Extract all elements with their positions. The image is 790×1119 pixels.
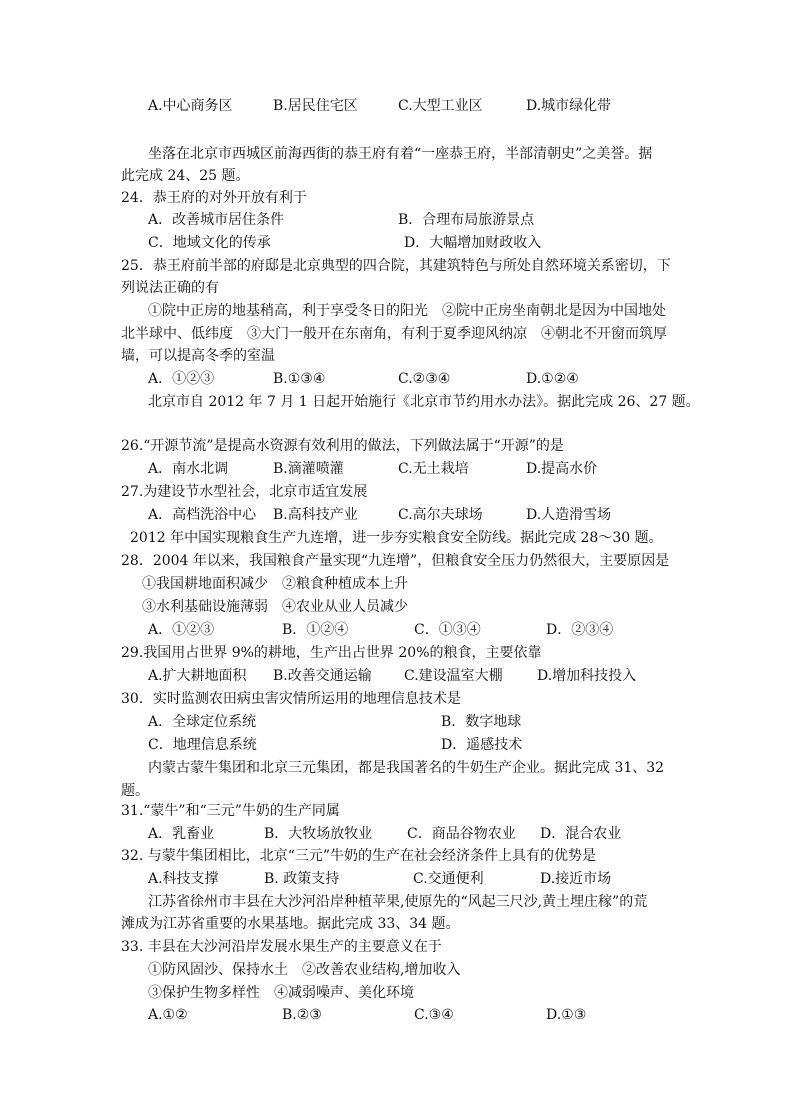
option-27-b: B.高科技产业 — [273, 507, 358, 523]
option-26-c: C.无土栽培 — [398, 461, 469, 477]
option-23-d: D.城市绿化带 — [526, 98, 612, 114]
question-24: 24．恭王府的对外开放有利于 — [121, 190, 307, 206]
passage-31-32-line2: 题。 — [121, 783, 149, 799]
option-24-d: D．大幅增加财政收入 — [404, 235, 542, 251]
option-27-a: A．高档洗浴中心 — [148, 507, 257, 523]
option-31-a: A．乳畜业 — [148, 826, 215, 842]
option-25-d: D.①②④ — [526, 371, 579, 387]
option-23-a: A.中心商务区 — [148, 98, 233, 114]
option-29-c: C.建设温室大棚 — [404, 668, 503, 684]
option-32-c: C.交通便利 — [413, 871, 484, 887]
question-33-statements-line2: ③保护生物多样性 ④减弱噪声、美化环境 — [148, 985, 414, 1001]
question-28-statements-line1: ①我国耕地面积减少 ②粮食种植成本上升 — [142, 576, 408, 592]
option-32-d: D.接近市场 — [540, 871, 612, 887]
option-25-c: C.②③④ — [398, 371, 451, 387]
option-24-c: C．地域文化的传承 — [148, 235, 271, 251]
option-31-b: B．大牧场放牧业 — [264, 826, 373, 842]
option-32-a: A.科技支撑 — [148, 871, 219, 887]
passage-33-34-line1: 江苏省徐州市丰县在大沙河沿岸种植苹果,使原先的“风起三尺沙,黄土埋庄稼”的荒 — [148, 894, 648, 910]
option-33-d: D.①③ — [546, 1007, 587, 1023]
passage-31-32-line1: 内蒙古蒙牛集团和北京三元集团，都是我国著名的牛奶生产企业。据此完成 31、32 — [148, 760, 665, 776]
passage-33-34-line2: 滩成为江苏省重要的水果基地。据此完成 33、34 题。 — [121, 916, 460, 932]
option-30-c: C．地理信息系统 — [148, 737, 257, 753]
option-32-b: B. 政策支持 — [264, 871, 340, 887]
question-33: 33. 丰县在大沙河沿岸发展水果生产的主要意义在于 — [121, 939, 442, 955]
option-28-b: B．①②④ — [282, 622, 349, 638]
option-28-d: D．②③④ — [546, 622, 614, 638]
question-30: 30．实时监测农田病虫害灾情所运用的地理信息技术是 — [121, 691, 461, 707]
option-24-a: A．改善城市居住条件 — [148, 212, 285, 228]
option-31-c: C．商品谷物农业 — [407, 826, 516, 842]
option-33-c: C.③④ — [414, 1007, 454, 1023]
option-28-a: A．①②③ — [148, 622, 215, 638]
option-29-b: B.改善交通运输 — [273, 668, 372, 684]
question-25-line1: 25．恭王府前半部的府邸是北京典型的四合院，其建筑特色与所处自然环境关系密切，下 — [121, 258, 671, 274]
option-23-c: C.大型工业区 — [398, 98, 483, 114]
option-33-b: B.②③ — [282, 1007, 322, 1023]
question-25-line2: 列说法正确的有 — [121, 280, 219, 296]
passage-28-30: 2012 年中国实现粮食生产九连增，进一步夯实粮食安全防线。据此完成 28～30 题。 — [130, 530, 663, 546]
option-25-a: A．①②③ — [148, 371, 215, 387]
passage-24-25-line1: 坐落在北京市西城区前海西街的恭王府有着“一座恭王府，半部清朝史”之美誉。据 — [148, 146, 653, 162]
question-25-statements-line3: 墙，可以提高冬季的室温 — [121, 348, 275, 364]
passage-26-27: 北京市自 2012 年 7 月 1 日起开始施行《北京市节约用水办法》。据此完成 26、27 题。 — [148, 394, 700, 410]
question-32: 32. 与蒙牛集团相比，北京“三元”牛奶的生产在社会经济条件上具有的优势是 — [121, 848, 597, 864]
question-25-statements-line1: ①院中正房的地基稍高，利于享受冬日的阳光 ②院中正房坐南朝北是因为中国地处 — [148, 303, 666, 319]
option-33-a: A.①② — [148, 1007, 188, 1023]
option-30-d: D．遥感技术 — [441, 737, 523, 753]
option-30-b: B．数字地球 — [441, 714, 522, 730]
option-28-c: C．①③④ — [414, 622, 481, 638]
option-25-b: B.①③④ — [273, 371, 326, 387]
question-26: 26.“开源节流”是提高水资源有效利用的做法，下列做法属于“开源”的是 — [121, 438, 564, 454]
option-26-b: B.滴灌喷灌 — [273, 461, 344, 477]
option-24-b: B．合理布局旅游景点 — [398, 212, 535, 228]
option-26-d: D.提高水价 — [526, 461, 598, 477]
question-28: 28．2004 年以来，我国粮食产量实现“九连增”，但粮食安全压力仍然很大，主要原因是 — [121, 553, 670, 569]
passage-24-25-line2: 此完成 24、25 题。 — [121, 168, 250, 184]
option-30-a: A．全球定位系统 — [148, 714, 257, 730]
option-29-a: A.扩大耕地面积 — [148, 668, 247, 684]
question-25-statements-line2: 北半球中、低纬度 ③大门一般开在东南角，有利于夏季迎风纳凉 ④朝北不开窗而筑厚 — [121, 326, 667, 342]
question-28-statements-line2: ③水利基础设施薄弱 ④农业从业人员减少 — [142, 599, 408, 615]
question-29: 29.我国用占世界 9%的耕地，生产出占世界 20%的粮食，主要依靠 — [121, 645, 542, 661]
option-29-d: D.增加科技投入 — [537, 668, 637, 684]
question-33-statements-line1: ①防风固沙、保持水土 ②改善农业结构,增加收入 — [148, 962, 461, 978]
option-31-d: D．混合农业 — [540, 826, 622, 842]
option-26-a: A．南水北调 — [148, 461, 229, 477]
question-27: 27.为建设节水型社会，北京市适宜发展 — [121, 484, 368, 500]
option-27-d: D.人造滑雪场 — [526, 507, 612, 523]
question-31: 31.“蒙牛”和“三元”牛奶的生产同属 — [121, 803, 340, 819]
option-27-c: C.高尔夫球场 — [398, 507, 483, 523]
option-23-b: B.居民住宅区 — [273, 98, 358, 114]
